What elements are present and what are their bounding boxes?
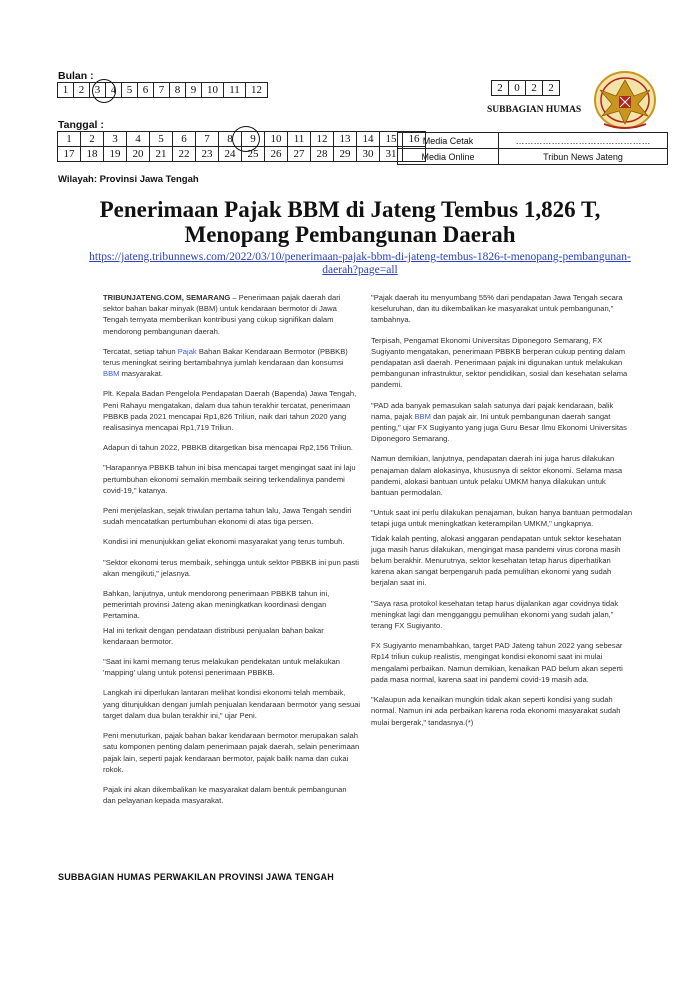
headline-line-2: Menopang Pembangunan Daerah xyxy=(184,222,516,247)
date-cell: 30 xyxy=(357,147,380,162)
date-cell: 26 xyxy=(265,147,288,162)
date-cell: 22 xyxy=(173,147,196,162)
year-digit-cell: 2 xyxy=(526,81,543,96)
month-cell: 3 xyxy=(90,83,106,98)
date-cell: 24 xyxy=(219,147,242,162)
date-cell: 6 xyxy=(173,132,196,147)
month-cell: 9 xyxy=(186,83,202,98)
date-cell: 29 xyxy=(334,147,357,162)
date-cell: 31 xyxy=(380,147,403,162)
left-paragraph-3: Plt. Kepala Badan Pengelola Pendapatan Daerah (Bapenda) Jawa Tengah, Peni Rahayu mengatakan, dalam dua tahun terakhir tercatat, penerimaan PBBKB pada 2021 mencapai Rp1,826 Triliun, naik dari tahun 2020 yang realisasinya mencapai Rp1,719 Triliun. xyxy=(103,389,357,433)
left-paragraph-2-b: Bahan Bakar Kendaraan Bermotor (PBBKB) terus meningkat seiring bertambahnya jumlah kendaraan dan konsumsi xyxy=(103,346,348,368)
date-cell: 17 xyxy=(58,147,81,162)
month-cell: 12 xyxy=(246,83,268,98)
year-digit-cell: 0 xyxy=(509,81,526,96)
month-cell: 7 xyxy=(154,83,170,98)
date-cell: 7 xyxy=(196,132,219,147)
right-paragraph-4: Namun demikian, lanjutnya, pendapatan daerah ini juga harus dilakukan penajaman dalam alokasinya, khususnya di sektor ekonomi. Selama masa pandemi, alokasi bantuan untuk pelaku UMKM hanya dilakukan untuk bantuan permodalan. xyxy=(371,454,623,498)
media-cetak-label: Media Cetak xyxy=(398,133,499,149)
left-paragraph-8: "Sektor ekonomi terus membaik, sehingga untuk sektor PBBKB ini pun pasti akan mengikuti," jelasnya. xyxy=(103,557,359,578)
date-cell: 28 xyxy=(311,147,334,162)
right-paragraph-6: Tidak kalah penting, alokasi anggaran pendapatan untuk sektor kesehatan juga masih harus dilakukan, mengingat masa pandemi virus corona masih belum berakhir. Menurutnya, sektor kesehatan tetap harus diperhatikan karena akan sangat berpengaruh pada pemulihan ekonomi yang sudah berjalan saat ini. xyxy=(371,533,622,588)
month-cell: 10 xyxy=(202,83,224,98)
media-online-label: Media Online xyxy=(398,149,499,165)
date-cell: 23 xyxy=(196,147,219,162)
date-cell: 5 xyxy=(150,132,173,147)
garuda-emblem-icon xyxy=(590,66,660,132)
keyword-link-bbm[interactable]: BBM xyxy=(103,369,120,379)
date-cell: 27 xyxy=(288,147,311,162)
date-cell: 2 xyxy=(81,132,104,147)
source-url-line-2[interactable]: daerah?page=all xyxy=(322,264,398,276)
media-cetak-value: ……………………………………… xyxy=(499,133,668,149)
month-grid xyxy=(57,82,268,98)
date-cell: 18 xyxy=(81,147,104,162)
date-cell: 3 xyxy=(104,132,127,147)
left-paragraph-10: Hal ini terkait dengan pendataan distribusi penjualan bahan bakar kendaraan bermotor. xyxy=(103,625,324,646)
left-paragraph-9: Bahkan, lanjutnya, untuk mendorong penerimaan PBBKB tahun ini, pemerintah provinsi Jateng akan meningkatkan koordinasi dengan Pertamina. xyxy=(103,589,330,621)
right-paragraph-3-a: "PAD ada banyak pemasukan salah satunya dari pajak kendaraan, balik nama, pajak xyxy=(371,400,614,421)
left-paragraph-11: "Saat ini kami memang terus melakukan pendekatan untuk melakukan 'mapping' ulang untuk potensi penerimaan PBBKB. xyxy=(103,657,340,678)
org-label: SUBBAGIAN HUMAS xyxy=(487,105,582,115)
date-cell: 4 xyxy=(127,132,150,147)
bulan-label: Bulan : xyxy=(58,70,94,82)
right-paragraph-8: FX Sugiyanto menambahkan, target PAD Jateng tahun 2022 yang sebesar Rp14 triliun cukup realistis, mengingat kondisi ekonomi saat ini mulai mengalami perbaikan. Namun demikian, kenaikan PAD belum akan seperti pada masa normal, karena saat ini pandemi covid-19 masih ada. xyxy=(371,641,623,684)
article-right-column xyxy=(371,292,633,737)
right-paragraph-7: "Saya rasa protokol kesehatan tetap harus dijalankan agar covidnya tidak meningkat lagi dan mengganggu pemulihan ekonomi yang sudah jalan," terang FX Sugiyanto. xyxy=(371,598,619,631)
date-cell: 15 xyxy=(380,132,403,147)
dateline: TRIBUNJATENG.COM, SEMARANG xyxy=(103,293,231,302)
month-cell: 8 xyxy=(170,83,186,98)
headline xyxy=(40,197,660,247)
month-cell: 4 xyxy=(106,83,122,98)
left-paragraph-13: Peni menuturkan, pajak bahan bakar kendaraan bermotor merupakan salah satu komponen penting dalam penerimaan pajak daerah, selain penerimaan pajak lain, seperti pajak kendaraan bermotor, pajak balik nama dan cukai rokok. xyxy=(103,731,360,774)
year-digit-cell: 2 xyxy=(543,81,560,96)
keyword-link-bbm-2[interactable]: BBM xyxy=(414,411,431,421)
article-left-column xyxy=(103,292,361,815)
date-cell: 8 xyxy=(219,132,242,147)
left-paragraph-2-a: Tercatat, setiap tahun xyxy=(103,346,178,356)
left-paragraph-7: Kondisi ini menunjukkan geliat ekonomi masyarakat yang terus tumbuh. xyxy=(103,537,345,547)
date-cell: 16 xyxy=(403,132,426,147)
headline-line-1: Penerimaan Pajak BBM di Jateng Tembus 1,826 T, xyxy=(99,197,601,222)
right-paragraph-3-b: dan pajak air. Ini untuk pembangunan daerah sangat penting," ujar FX Sugiyanto yang juga Guru Besar Ilmu Ekonomi Universitas Diponegoro Semarang. xyxy=(371,411,627,444)
date-cell: 20 xyxy=(127,147,150,162)
left-paragraph-12: Langkah ini diperlukan lantaran melihat kondisi ekonomi telah membaik, yang ditunjukkan dengan jumlah penjualan kendaraan bermotor yang sesuai target dalam dua bulan terakhir ini," ujar Peni. xyxy=(103,688,361,720)
source-url-line-1[interactable]: https://jateng.tribunnews.com/2022/03/10/penerimaan-pajak-bbm-di-jateng-tembus-1826-t-menopang-pembangunan- xyxy=(89,251,631,263)
date-cell: 12 xyxy=(311,132,334,147)
selected-date-circle xyxy=(232,126,260,152)
year-grid xyxy=(491,80,560,96)
right-paragraph-5: "Untuk saat ini perlu dilakukan penajaman, bukan hanya bantuan permodalan tetapi juga untuk meningkatkan keterampilan UMKM," ungkapnya. xyxy=(371,508,633,529)
wilayah-label: Wilayah: Provinsi Jawa Tengah xyxy=(58,174,199,185)
left-paragraph-5: "Harapannya PBBKB tahun ini bisa mencapai target mengingat saat ini laju pertumbuhan ekonomi semakin membaik seiring terkendalinya pandemi covid-19," katanya. xyxy=(103,463,356,495)
year-digit-cell: 2 xyxy=(492,81,509,96)
footer-org: SUBBAGIAN HUMAS PERWAKILAN PROVINSI JAWA TENGAH xyxy=(58,872,334,882)
left-paragraph-4: Adapun di tahun 2022, PBBKB ditargetkan bisa mencapai Rp2,156 Triliun. xyxy=(103,443,353,453)
date-cell: 21 xyxy=(150,147,173,162)
left-paragraph-1: – Penerimaan pajak daerah dari sektor bahan bakar minyak (BBM) untuk kendaraan bermotor di Jawa Tengah ternyata memberikan kontribusi yang cukup signifikan dalam mendorong pembangunan daerah. xyxy=(103,293,341,336)
date-cell: 19 xyxy=(104,147,127,162)
date-cell: 25 xyxy=(242,147,265,162)
date-cell: 9 xyxy=(242,132,265,147)
right-paragraph-1: "Pajak daerah itu menyumbang 55% dari pendapatan Jawa Tengah secara keseluruhan, dan itu dikembalikan ke masyarakat untuk pembangunan," tambahnya. xyxy=(371,293,623,325)
left-paragraph-6: Peni menjelaskan, sejak triwulan pertama tahun lalu, Jawa Tengah sendiri sudah mencatatkan pertumbuhan ekonomi di atas tiga persen. xyxy=(103,506,352,527)
month-cell: 6 xyxy=(138,83,154,98)
left-paragraph-2-c: masyarakat. xyxy=(119,369,163,379)
left-paragraph-14: Pajak ini akan dikembalikan ke masyarakat dalam bentuk pembangunan dan pelayanan kepada masyarakat. xyxy=(103,784,347,806)
date-cell: 14 xyxy=(357,132,380,147)
right-paragraph-9: "Kalaupun ada kenaikan mungkin tidak akan seperti kondisi yang sudah normal. Namun ini ada perbaikan karena roda ekonomi masyarakat sudah mulai bergerak," tandasnya.(*) xyxy=(371,695,621,727)
tanggal-label: Tanggal : xyxy=(58,119,104,131)
right-paragraph-2: Terpisah, Pengamat Ekonomi Universitas Diponegoro Semarang, FX Sugiyanto mengatakan, penerimaan PBBKB berperan cukup penting dalam pendapatan asli daerah. Penerimaan pajak ini digunakan untuk melakukan pembangunan infrastruktur, sektor pendidikan, sosial dan kesehatan selama pandemi. xyxy=(371,335,628,390)
date-cell: 13 xyxy=(334,132,357,147)
source-url-link[interactable] xyxy=(40,251,680,277)
media-table xyxy=(397,132,668,165)
media-online-value: Tribun News Jateng xyxy=(499,149,668,165)
keyword-link-pajak[interactable]: Pajak xyxy=(177,346,197,356)
selected-month-circle xyxy=(92,79,116,103)
month-cell: 11 xyxy=(224,83,246,98)
month-cell: 2 xyxy=(74,83,90,98)
date-cell: 10 xyxy=(265,132,288,147)
date-cell: 11 xyxy=(288,132,311,147)
month-cell: 5 xyxy=(122,83,138,98)
month-cell: 1 xyxy=(58,83,74,98)
date-cell: 1 xyxy=(58,132,81,147)
